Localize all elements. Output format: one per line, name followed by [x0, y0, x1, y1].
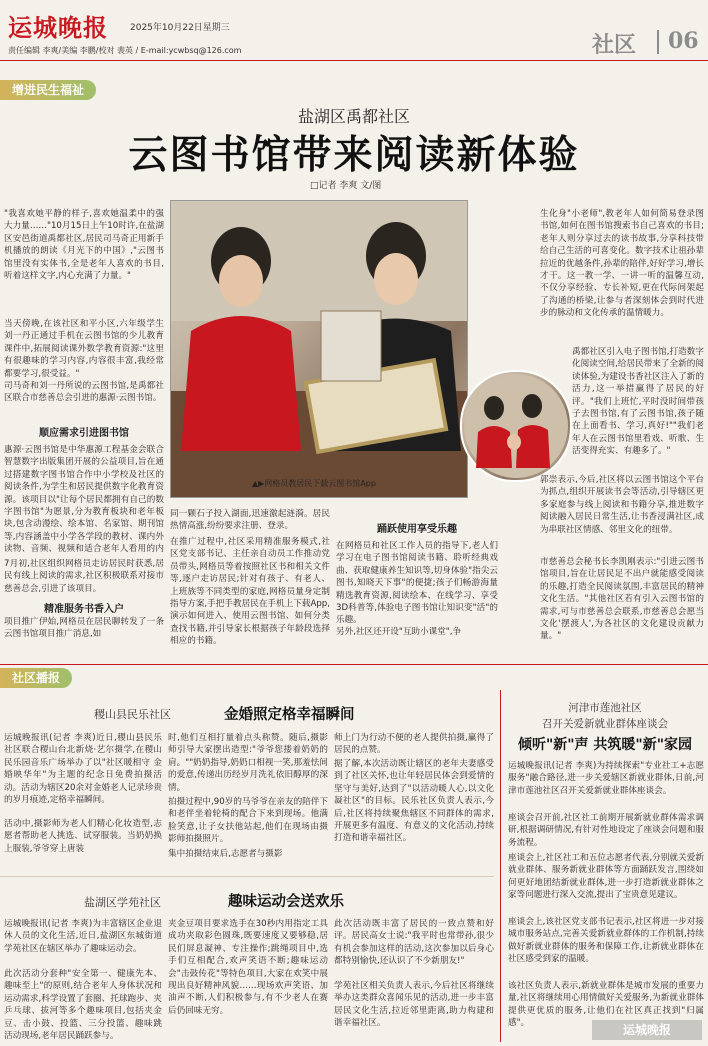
- story-paragraph: 座谈会召开前,社区社工前期开展新就业群体需求调研,根据调研情况,有针对性地设定了座谈会问题和服务流程。: [508, 813, 704, 848]
- story-paragraph: 该社区负责人表示,新就业群体是城市发展的重要力量,社区将继续用心用情做好关爱服务,为新就业群体提供更优质的服务,让他们在社区真正找到"归属感"。: [508, 981, 704, 1029]
- story3-title: 趣味运动会送欢乐: [228, 893, 344, 910]
- story-paragraph: 此次活动既丰富了居民的一致点赞和好评。居民高女士说:"我平时也常带孙,很少有机会参加这样的活动,这次参加以后身心都特别愉快,还认识了不少新朋友!": [334, 919, 494, 967]
- feature-subhead: 踊跃使用享受乐趣: [377, 524, 457, 535]
- column-divider: [500, 690, 501, 1042]
- feature-paragraph: 禹都社区引入电子图书馆,打造数字化阅读空间,给居民带来了全新的阅读体验,为建设书香社区注入了新的活力,这一举措赢得了居民的好评。"我们上班忙,平时没时间带孩子去图书馆,有了云图书馆,孩子随在上面看书、学习,真好!""我们老年人在云图书馆里看戏、听歌、生活变得充实、有趣多了。": [572, 347, 704, 457]
- story-paragraph: 活动现场,老年居民踊跃参与。: [4, 1031, 119, 1041]
- volunteers-with-child-illustration: [462, 372, 570, 480]
- feature-inset-photo: [460, 370, 572, 482]
- section-name: 社区: [592, 32, 637, 58]
- feature-paragraph: 7月初,社区组织网格员走访居民时获悉,居民有线上阅读的需求,社区积极联系对接市慈善总会,引进了该项目。: [4, 559, 164, 594]
- feature-paragraph: 当天傍晚,在该社区和平小区,六年级学生刘一丹正通过手机在云图书馆的少儿教育课件中,拓展阅读课外数学教育资源:"这里有很趣味的学习内容,内容很丰富,我经常都要学习,很受益。": [4, 319, 164, 379]
- feature-paragraph: 惠源·云图书馆是中华惠源工程基金会联合智慧数字出版集团开展的公益项目,旨在通过搭建数字图书馆合作中小学校及社区的阅读条件,为学生和居民提供数字化教育资源。该项目以"让每个居民都拥有自己的数字图书馆"为愿景,分为教育板块和老年板块,包含动漫绘、绘本馆、名家馆、期刊馆等,内容涵盖中小学各学段的教材、课内外读物、音频、视频和适合老年人看用的内: [4, 445, 164, 555]
- newspaper-logo: 运城晚报: [8, 13, 108, 42]
- story-paragraph: 师上门为行动不便的老人提供拍摄,赢得了居民的点赞。: [334, 733, 494, 756]
- feature-paragraph: "我喜欢她平静的样子,喜欢她温柔中的强大力量……"10月15日上午10时许,在盐湖区安邑街道禹都社区,居民司马奇正用新手机播放的朗读《月光下的中国》,"云图书馆里没有实体书,全是老年人喜欢的书目,听着这样文字,内心充满了力量。": [4, 209, 164, 282]
- story2-title: 倾听"新"声 共筑暖"新"家园: [517, 737, 693, 753]
- story1-place: 稷山县民乐社区: [94, 708, 171, 721]
- feature-paragraph: 在网格员和社区工作人员的指导下,老人们学习在电子图书馆阅读书籍、聆听经典戏曲、获取健康养生知识等,切身体验"指尖云图书,知晓天下事"的便捷;孩子们畅游海量精选教育资源,阅读绘本、在线学习、享受3D科普等,体验电子图书馆让知识变"活"的乐趣。: [336, 541, 498, 624]
- page-number: 06: [668, 28, 699, 54]
- feature-paragraph: 项目推广伊始,网格员在居民聊转发了一条云图书馆项目推广消息,如: [4, 617, 164, 640]
- feature-paragraph: 郭崇表示,今后,社区将以云图书馆这个平台为抓点,组织开展读书会等活动,引导辖区更多家庭参与线上阅读和书籍分享,推进数字阅读融入居民日常生活,让书香浸满社区,成为串联社区情感、邻里文化的纽带。: [540, 475, 704, 535]
- story-paragraph: 夹金豆项目要求选手在30秒内用指定工具成功夹取彩色圆珠,既要速度又要够稳,居民们屏息凝神、专注操作;跳绳项目中,选手们互相配合,欢声笑语不断;趣味运动会"击鼓传花"等特色项目,大家在欢笑中展现出良好精神风貌……现场欢声笑语、加油声不断,人们积极参与,有不少老人在赛后仍回味无穷。: [168, 919, 328, 1016]
- feature-paragraph: 另外,社区还开设"互助小课堂",争: [336, 627, 462, 637]
- story-paragraph: 集中拍摄结束后,志愿者与摄影: [168, 849, 283, 859]
- issue-date: 2025年10月22日星期三: [130, 23, 230, 33]
- story2-place: 河津市莲池社区: [568, 702, 642, 714]
- story-paragraph: 据了解,本次活动既让辖区的老年夫妻感受到了社区关怀,也让年轻居民体会到爱情的坚守与美好,达到了"以活动暖人心,以文化凝社区"的目标。民乐社区负责人表示,今后,社区将持续聚焦辖区不同群体的需求,开展更多有温度、有意义的文化活动,持续打造和谐幸福社区。: [334, 759, 494, 844]
- feature-paragraph: 同一颗石子投入湖面,迅速激起涟漪。居民热情高涨,纷纷要求注册、登录。: [170, 509, 330, 532]
- feature-subhead: 顺应需求引进图书馆: [39, 428, 129, 439]
- story-paragraph: 运城晚报讯(记者 李爽)近日,稷山县民乐社区联合稷山台北新烧·艺尔摄学,在稷山民乐园音乐广场举办了以"社区暖相守 金婚映华年"为主题的纪念日免费拍摄活动。活动为辖区20余对金婚老人记录珍贵的岁月痕迹,定格幸福瞬间。: [4, 733, 162, 806]
- story2-subtitle: 召开关爱新就业群体座谈会: [542, 718, 668, 730]
- section-separator: [657, 30, 659, 54]
- story-paragraph: 拍摄过程中,90岁的马爷爷在亲友的陪伴下和老伴坐着轮椅的配合下来到现场。他满脸笑意,让子女扶他站起,他们在现场由摄影师拍摄照片。: [168, 797, 328, 845]
- story-paragraph: 此次活动分套种"安全第一、健康先本、趣味至上"的原则,结合老年人身体状况和运动需求,科学设置了套圈、托球跑步、夹乒乓球、拔河等多个趣味项目,包括夹金豆、击小鼓、投篮、三分投篮、趣味跳: [4, 969, 162, 1029]
- feature-paragraph: 市慈善总会秘书长李凯刚表示:"引进云图书馆项目,旨在让居民足不出户就能感受阅读的乐趣,打造全民阅读氛围,丰富居民的精神文化生活。"其他社区若有引入云图书馆的需求,可与市慈善总会联系,市慈善总会愿当文化'摆渡人',为各社区的文化建设贡献力量。": [540, 557, 704, 642]
- photo-caption: ▲▶网格员教居民下载云图书馆App: [252, 479, 376, 488]
- story-paragraph: 学苑社区相关负责人表示,今后社区将继续举办这类群众喜闻乐见的活动,进一步丰富居民文化生活,拉近邻里距离,助力构建和谐幸福社区。: [334, 981, 494, 1029]
- story-paragraph: 座谈会上,社区社工和五位志愿者代表,分别就关爱新就业群体、服务新就业群体等方面踊跃发言,围绕如何更好地团结新就业群体,进一步打造新就业群体之家等问题进行深入交流,提出了宝贵意见建议。: [508, 853, 704, 901]
- feature-paragraph: 生化身"小老师",教老年人如何简易登录图书馆,如何在图书馆搜索书自己喜欢的书目;老年人则分享过去的读书故事,分享科技带给自己生活的可喜变化。数字技术让祖孙辈拉近的优越条件,孙辈的陪伴,好好学习,增长才干。这一教一学、一讲一听的温馨互动,不仅分享经验、专长补短,更在代际间架起了沟通的桥梁,让参与者深刻体会到时代进步的脉动和文化传承的温情暖力。: [540, 209, 704, 319]
- story1-title: 金婚照定格幸福瞬间: [224, 706, 355, 723]
- watermark-logo: 运城晚报: [592, 1020, 702, 1040]
- story-paragraph: 活动中,摄影师为老人们精心化妆造型,志愿者帮助老人挑选、试穿服装。当奶奶换上服装,爷爷穿上唐装: [4, 819, 162, 854]
- story-rule: [0, 876, 494, 877]
- story-paragraph: 运城晚报讯(记者 李爽)为丰富辖区企业退休人员的文化生活,近日,盐湖区东城街道学苑社区在辖区举办了趣味运动会。: [4, 919, 162, 954]
- masthead-rule: [0, 60, 708, 61]
- story-paragraph: 运城晚报讯(记者 李爽)为持续探索"专业社工+志愿服务"融合路径,进一步关爱辖区新就业群体,日前,河津市莲池社区召开关爱新就业群体座谈会。: [508, 761, 704, 796]
- section-rule: [0, 664, 708, 665]
- feature-section-tag: 增进民生福祉: [0, 80, 96, 100]
- feature-main-photo: [170, 200, 468, 498]
- feature-subhead: 精准服务书香入户: [44, 604, 124, 615]
- feature-paragraph: 在推广过程中,社区采用精准服务模式,社区党支部书记、主任亲自动员工作推动党员带头,网格员等着按照社区书和相关文件等,逐户走访居民;针对有孩子、有老人、上班族等不同类型的家庭,网格员量身定制指导方案,手把手教居民在手机上下载App,演示如何进入、使用云图书馆、如何分类查找书籍,并引导家长根据孩子年龄段选择相应的书籍。: [170, 537, 330, 647]
- feature-kicker: 盐湖区禹都社区: [297, 107, 410, 126]
- story-paragraph: 座谈会上,该社区党支部书记表示,社区将进一步对接城市服务站点,完善关爱新就业群体的工作机制,持续做好新就业群体的服务和保障工作,让新就业群体在社区感受到家的温暖。: [508, 917, 704, 965]
- feature-byline: □记者 李爽 文/图: [310, 181, 382, 191]
- feature-paragraph: 司马奇和刘一丹所说的云图书馆,是禹都社区联合市慈善总会引进的惠源·云图书馆。: [4, 381, 164, 404]
- volunteer-and-resident-illustration: [171, 201, 467, 497]
- story-paragraph: 时,他们互相打量着点头称赞。随后,摄影师引导大家摆出造型:"爷爷您搂着奶奶的肩。""奶奶指导,奶奶口相视一笑,那羞怯间的爱意,传递出历经岁月洗礼依旧醇厚的深情。: [168, 733, 328, 793]
- broadcast-section-tag: 社区播报: [0, 668, 72, 688]
- feature-headline: 云图书馆带来阅读新体验: [128, 132, 580, 178]
- story3-place: 盐湖区学苑社区: [84, 896, 161, 909]
- editor-credit: 责任编辑 李爽/美编 李鹏/校对 裴英 / E-mail:ycwbsq@126.com: [8, 46, 242, 55]
